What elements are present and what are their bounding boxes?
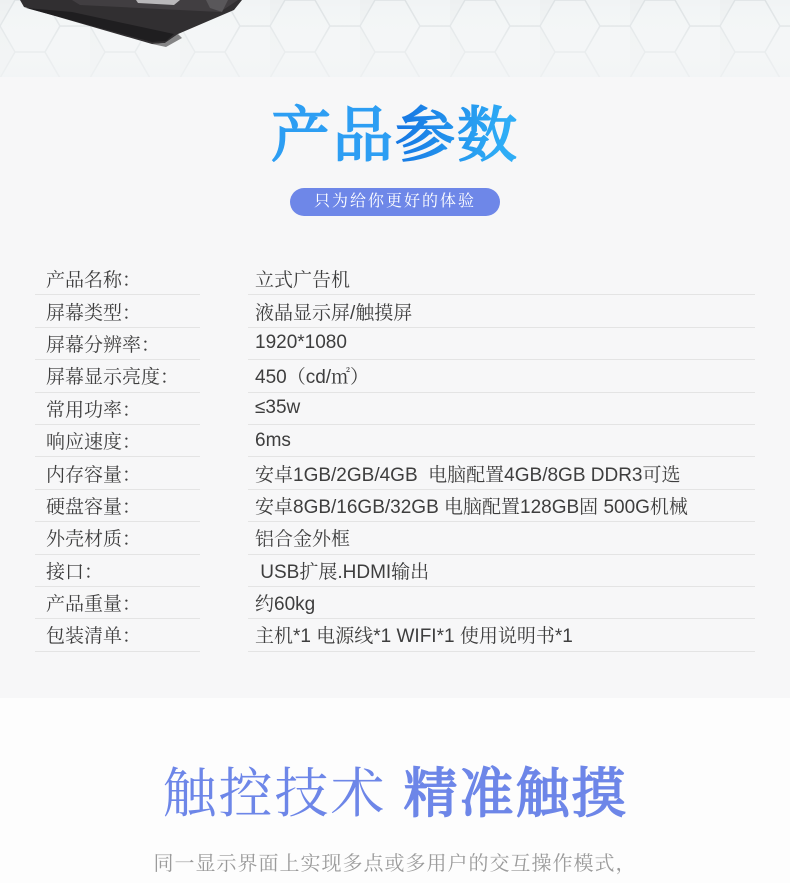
title-part-bold: 参数	[395, 102, 519, 169]
spec-label: 硬盘容量：	[35, 490, 200, 522]
spec-row-weight	[35, 587, 755, 619]
spec-label: 产品名称：	[35, 263, 200, 295]
spec-column-gap	[200, 490, 248, 522]
spec-row-response-time	[35, 425, 755, 457]
spec-label: 包装清单：	[35, 619, 200, 651]
spec-value: 约60kg	[248, 587, 755, 619]
spec-label: 外壳材质：	[35, 522, 200, 554]
spec-value: USB扩展.HDMI输出	[248, 555, 755, 587]
spec-row-package-list	[35, 619, 755, 651]
spec-label: 屏幕分辨率：	[35, 328, 200, 360]
spec-label: 接口：	[35, 555, 200, 587]
spec-label: 响应速度：	[35, 425, 200, 457]
spec-row-shell-material	[35, 522, 755, 554]
spec-column-gap	[200, 360, 248, 392]
spec-column-gap	[200, 328, 248, 360]
spec-label: 内存容量：	[35, 457, 200, 489]
spec-value: 铝合金外框	[248, 522, 755, 554]
spec-column-gap	[200, 555, 248, 587]
spec-value: 450（cd/㎡）	[248, 360, 755, 392]
spec-label: 屏幕类型：	[35, 295, 200, 327]
spec-row-product-name	[35, 263, 755, 295]
spec-column-gap	[200, 393, 248, 425]
spec-row-power	[35, 393, 755, 425]
spec-label: 常用功率：	[35, 393, 200, 425]
title-part-regular: 产品	[271, 102, 395, 169]
kiosk-base-photo	[0, 0, 250, 50]
spec-label: 产品重量：	[35, 587, 200, 619]
spec-table	[35, 263, 755, 652]
spec-column-gap	[200, 295, 248, 327]
touch-heading-regular: 触控技术	[162, 764, 404, 824]
spec-value: 安卓8GB/16GB/32GB 电脑配置128GB固 500G机械	[248, 490, 755, 522]
touch-tech-heading	[0, 698, 790, 826]
spec-row-screen-type	[35, 295, 755, 327]
spec-column-gap	[200, 522, 248, 554]
page-title	[0, 77, 790, 172]
touch-heading-bold: 精准触摸	[403, 764, 628, 824]
product-params-section	[0, 77, 790, 698]
hero-banner	[0, 0, 790, 77]
spec-column-gap	[200, 457, 248, 489]
spec-value: 6ms	[248, 425, 755, 457]
spec-column-gap	[200, 425, 248, 457]
spec-row-brightness	[35, 360, 755, 392]
spec-value: 液晶显示屏/触摸屏	[248, 295, 755, 327]
spec-row-ports	[35, 555, 755, 587]
spec-row-storage	[35, 490, 755, 522]
spec-column-gap	[200, 263, 248, 295]
tagline-ribbon: 只为给你更好的体验	[290, 188, 500, 216]
touch-tech-section	[0, 698, 790, 883]
spec-value: 主机*1 电源线*1 WIFI*1 使用说明书*1	[248, 619, 755, 651]
spec-row-memory	[35, 457, 755, 489]
spec-value: 安卓1GB/2GB/4GB 电脑配置4GB/8GB DDR3可选	[248, 457, 755, 489]
touch-tech-description: 同一显示界面上实现多点或多用户的交互操作模式，	[153, 853, 637, 875]
spec-value: 1920*1080	[248, 328, 755, 360]
spec-value: ≤35w	[248, 393, 755, 425]
spec-column-gap	[200, 619, 248, 651]
spec-row-resolution	[35, 328, 755, 360]
spec-value: 立式广告机	[248, 263, 755, 295]
spec-column-gap	[200, 587, 248, 619]
spec-label: 屏幕显示亮度：	[35, 360, 200, 392]
